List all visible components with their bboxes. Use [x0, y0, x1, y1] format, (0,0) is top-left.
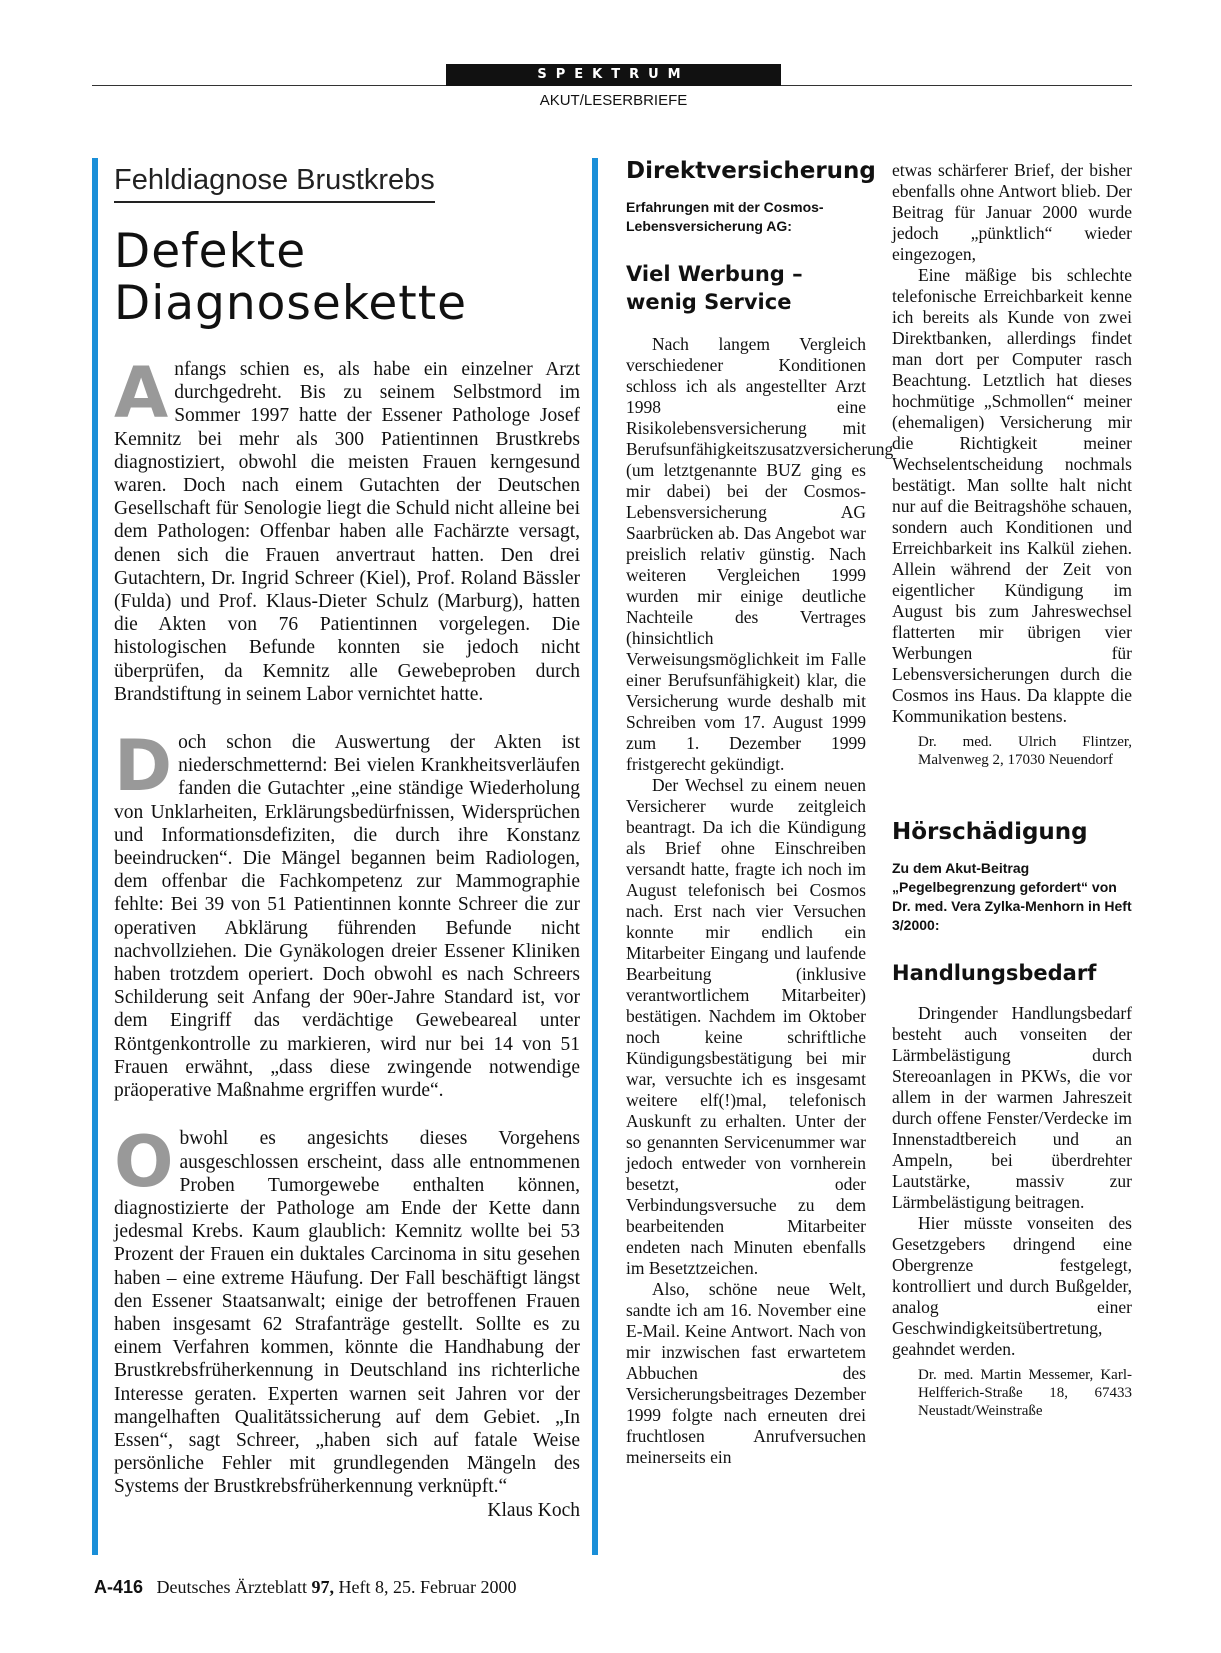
- section-heading: Direktversicherung: [626, 158, 876, 184]
- letter-paragraph: Dringender Handlungsbedarf besteht auch vonseiten der Lärmbelästigung durch Stereoanlagen in PKWs, die vor allem in der warmen Jahreszeit durch offene Fenster/Verdecke im Innenstadtbereich und an Ampeln, bei überdrehter Lautstärke, massiv zur Lärmbelästigung beitragen.: [892, 1003, 1132, 1212]
- letter-paragraph: Nach langem Vergleich verschiedener Konditionen schloss ich als angestellter Arzt 1998 eine Risikolebensversicherung mit Berufsunfähigkeitszusatzversicherung (um letztgenannte BUZ ging es mir dabei) bei der Cosmos-Lebensversicherung AG Saarbrücken ab. Das Angebot war preislich relativ günstig. Nach weiteren Vergleichen 1999 wurden mir einige deutliche Nachteile des Vertrages (hinsichtlich Verweisungsmöglichkeit im Falle einer Berufsunfähigkeit) klar, die Versicherung wurde deshalb mit Schreiben vom 17. August 1999 zum 1. Dezember 1999 fristgerecht gekündigt.: [626, 334, 894, 774]
- letter-intro: Zu dem Akut-Beitrag „Pegelbegrenzung gefordert“ von Dr. med. Vera Zylka-Menhorn in Heft 3/2000:: [892, 860, 1132, 933]
- paragraph-text: nfangs schien es, als habe ein einzelner Arzt durchgedreht. Bis zu seinem Selbstmord im Sommer 1997 hatte der Essener Pathologe Josef Kemnitz bei mehr als 300 Patientinnen Brustkrebs diagnostiziert, obwohl die meisten Frauen kerngesund waren. Doch nach einem Gutachten der Deutschen Gesellschaft für Senologie liegt die Schuld nicht alleine bei dem Pathologen: Offenbar haben alle Fachärzte versagt, denen sich die Frauen anvertraut hatten. Den drei Gutachtern, Dr. Ingrid Schreer (Kiel), Prof. Roland Bässler (Fulda) und Prof. Klaus-Dieter Schulz (Marburg), hatten die Akten von 76 Patientinnen vorgelegen. Die histologischen Befunde konnten sie jedoch nicht überprüfen, da Kemnitz alle Gewebeproben durch Brandstiftung in seinem Labor vernichtet hatte.: [114, 359, 580, 705]
- article-kicker: Fehldiagnose Brustkrebs: [114, 163, 435, 203]
- letter-signature: Dr. med. Ulrich Flintzer, Malvenweg 2, 17030 Neuendorf: [918, 734, 1132, 768]
- letter-paragraph: Eine mäßige bis schlechte telefonische Erreichbarkeit kenne ich bereits als Kunde von zwei Direktbanken, allerdings findet man dort per Computer rasch Beachtung. Letztlich hat dieses hochmütige „Schmollen“ meiner (ehemaligen) Versicherung mir die Richtigkeit meiner Wechselentscheidung nochmals bestätigt. Man sollte halt nicht nur auf die Beitragshöhe schauen, sondern auch Konditionen und Erreichbarkeit ins Kalkül ziehen. Allein während der Zeit von eigentlicher Kündigung im August bis zum Jahreswechsel flatterten mir übrigen vier Werbungen für Lebensversicherungen durch die Cosmos ins Haus. Da klappte die Kommunikation bestens.: [892, 265, 1132, 726]
- headline-line-1: Defekte: [114, 224, 307, 279]
- subhead-line-1: Viel Werbung –: [626, 262, 803, 286]
- page-number: A-416: [94, 1577, 144, 1597]
- drop-cap: D: [114, 725, 173, 808]
- accent-bar-left: [92, 158, 98, 1555]
- letter-body-continued: [892, 160, 1132, 727]
- letter-signature: Dr. med. Martin Messemer, Karl-Helfferich-Straße 18, 67433 Neustadt/Weinstraße: [918, 1367, 1132, 1419]
- author-byline: Klaus Koch: [487, 1499, 580, 1521]
- letter-paragraph: Also, schöne neue Welt, sandte ich am 16. November eine E-Mail. Keine Antwort. Nach von mir inzwischen fast erwartetem Abbuchen des Versicherungsbeitrages Dezember 1999 folgte nach erneuten drei fruchtlosen Anrufversuchen meinerseits ein: [626, 1279, 866, 1467]
- section-heading: Hörschädigung: [892, 819, 1088, 845]
- letter-paragraph: Der Wechsel zu einem neuen Versicherer wurde zeitgleich beantragt. Da ich die Kündigung als Brief ohne Einschreiben versandt hatte, fragte ich noch im August telefonisch bei Cosmos nach. Erst nach vier Versuchen konnte mir endlich ein Mitarbeiter Eingang und laufende Bearbeitung (inklusive verantwortlichem Mitarbeiter) bestätigen. Nachdem im Oktober noch keine schriftliche Kündigungsbestätigung bei mir war, versuchte ich es insgesamt weitere elf(!)mal, telefonisch Auskunft zu erhalten. Unter der so genannten Servicenummer war jedoch entweder von vornherein besetzt, oder Verbindungsversuche zu dem bearbeitenden Mitarbeiter endeten nach Minuten ebenfalls im Besetztzeichen.: [626, 775, 866, 1278]
- drop-cap: O: [114, 1121, 174, 1204]
- section-label: SPEKTRUM: [446, 64, 781, 86]
- paragraph-text: och schon die Auswertung der Akten ist niederschmetternd: Bei vielen Krankheitsverläufen fanden die Gutachter „eine ständige Wiederholung von Unklarheiten, Erklärungsbedürfnissen, Widersprüchen und Informationsdefiziten, die durch ihre Konstanz beeindrucken“. Die Mängel begannen beim Radiologen, dem offenbar die Fachkompetenz zur Mammographie fehlte: Bei 39 von 51 Patientinnen konnte Schreer die zur operativen Abklärung führenden Befunde nicht nachvollziehen. Die Gynäkologen dreier Essener Kliniken haben trotzdem operiert. Doch obwohl es nach Schreers Schilderung seit Anfang der 90er-Jahre Standard ist, vor dem Eingriff das verdächtige Gewebeareal unter Röntgenkontrolle zu markieren, wird nur bei 14 von 51 Frauen erwähnt, „dass diese zwingende notwendige präoperative Maßnahme ergriffen wurde“.: [114, 732, 580, 1102]
- drop-cap: A: [114, 352, 169, 434]
- headline-line-2: Diagnosekette: [114, 276, 468, 331]
- letter-intro: Erfahrungen mit der Cosmos-Lebensversicherung AG:: [626, 199, 824, 234]
- subhead-line-2: wenig Service: [626, 290, 792, 314]
- letter-paragraph: etwas schärferer Brief, der bisher ebenfalls ohne Antwort blieb. Der Beitrag für Januar 2000 wurde jedoch „pünktlich“ wieder eingezogen,: [892, 160, 1132, 264]
- letter-body: [626, 334, 894, 1468]
- article-paragraph: [114, 1121, 580, 1521]
- article-paragraph: [114, 352, 580, 706]
- letter-body: [892, 1003, 1132, 1360]
- article-headline: [114, 226, 574, 330]
- letter-subhead: [626, 260, 866, 316]
- letter-subhead: Handlungsbedarf: [892, 961, 1097, 985]
- accent-bar-middle: [592, 158, 598, 1555]
- letter-paragraph: Hier müsste vonseiten des Gesetzgebers dringend eine Obergrenze festgelegt, kontrolliert und durch Bußgelder, analog einer Geschwindigkeitsübertretung, geahndet werden.: [892, 1213, 1132, 1359]
- journal-volume: 97,: [311, 1577, 334, 1597]
- journal-name: Deutsches Ärzteblatt: [156, 1577, 307, 1597]
- article-paragraph: [114, 725, 580, 1102]
- article-body: [114, 352, 580, 1524]
- journal-issue: Heft 8, 25. Februar 2000: [338, 1577, 517, 1597]
- subsection-label: AKUT/LESERBRIEFE: [539, 92, 688, 109]
- letter-direktversicherung: [626, 158, 894, 1468]
- page-footer: [94, 1577, 516, 1598]
- column-three: [892, 160, 1132, 1420]
- paragraph-text: bwohl es angesichts dieses Vorgehens ausgeschlossen erscheint, dass alle entnommenen Proben Tumorgewebe enthalten können, diagnostizierte der Pathologe am Ende der Kette dann jedesmal Krebs. Kaum glaublich: Kemnitz wollte bei 53 Prozent der Frauen ein duktales Carcinoma in situ gesehen haben – eine extreme Häufung. Der Fall beschäftigt längst den Essener Staatsanwalt; einige der betroffenen Frauen haben insgesamt 62 Strafanträge gestellt. Sollte es zu einem Verfahren kommen, könnte die Handhabung der Brustkrebsfrüherkennung in Deutschland ins richterliche Interesse geraten. Experten warnen seit Jahren vor der mangelhaften Qualitätssicherung auf dem Gebiet. „In Essen“, sagt Schreer, „haben sich auf fatale Weise persönliche Fehler mit grundlegenden Mängeln des Systems der Brustkrebsfrüherkennung verknüpft.“: [114, 1128, 580, 1498]
